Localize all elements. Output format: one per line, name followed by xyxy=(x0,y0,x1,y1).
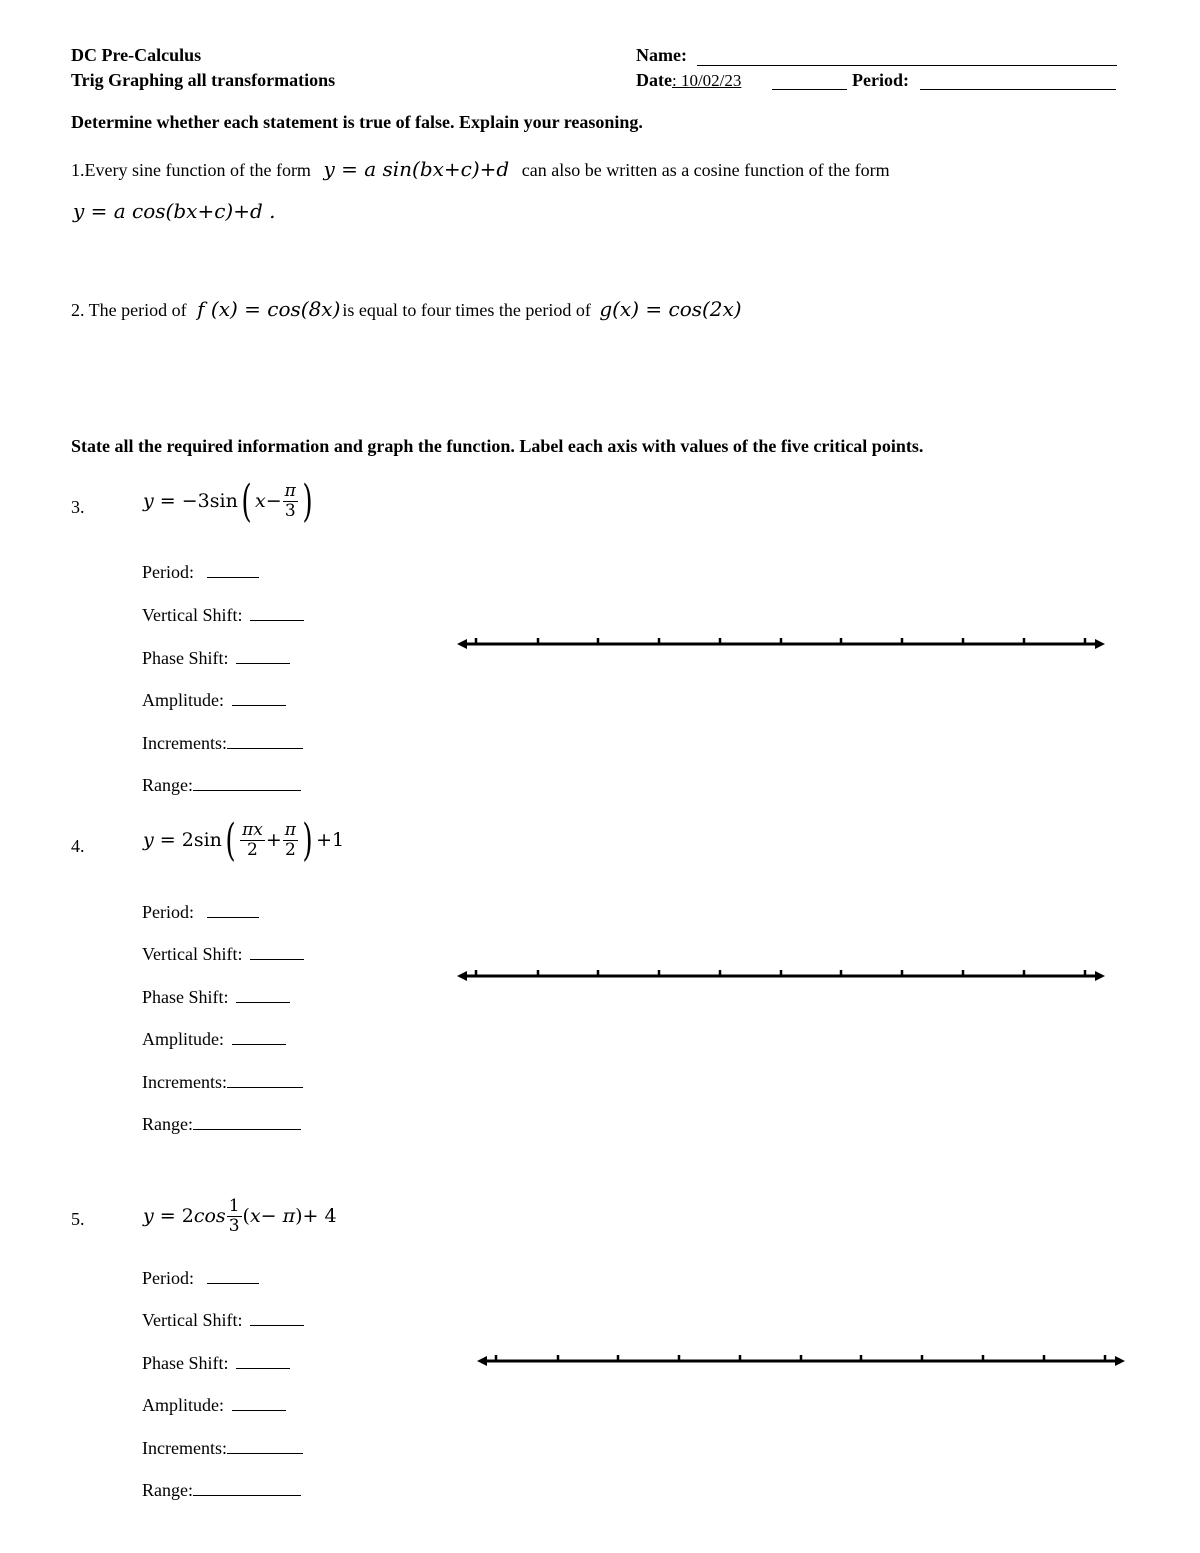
p3-increments xyxy=(142,732,303,754)
problem-4-number: 4. xyxy=(71,836,85,856)
p4-amp-label: Amplitude: xyxy=(142,1029,224,1049)
q2-math-a: f (x) = cos(8x) xyxy=(197,297,341,321)
p3-period-blank[interactable] xyxy=(207,561,259,578)
p5-phase-shift xyxy=(142,1352,290,1374)
p4-period-label: Period: xyxy=(142,902,194,922)
question-2 xyxy=(71,297,742,321)
q1-text-a: 1.Every sine function of the form xyxy=(71,160,311,180)
worksheet-title: Trig Graphing all transformations xyxy=(71,70,336,90)
period-field[interactable] xyxy=(920,73,1116,90)
p4-vertical-shift xyxy=(142,943,304,965)
p4-amplitude xyxy=(142,1028,286,1050)
p4-pshift-label: Phase Shift: xyxy=(142,987,229,1007)
p4-vshift-blank[interactable] xyxy=(250,943,304,960)
p3-vshift-blank[interactable] xyxy=(250,604,304,621)
p5-pshift-label: Phase Shift: xyxy=(142,1353,229,1373)
p3-phase-shift xyxy=(142,647,290,669)
problem-5-equation-text: y = 2cos $\frac{1}{3}$ (x− π)+ 4 xyxy=(143,1196,337,1236)
date-field-underline[interactable] xyxy=(772,73,847,90)
p4-pshift-blank[interactable] xyxy=(236,986,290,1003)
problem-3-equation-text: y = −3sin( x− $\frac{\pi}{3}$ ) xyxy=(143,476,313,527)
p3-inc-blank[interactable] xyxy=(227,732,303,749)
section1-instructions: Determine whether each statement is true of false. Explain your reasoning. xyxy=(71,112,643,132)
p5-range-blank[interactable] xyxy=(193,1479,301,1496)
p4-number-line[interactable] xyxy=(455,962,1115,992)
p5-period-blank[interactable] xyxy=(207,1267,259,1284)
q2-text-b: is equal to four times the period of xyxy=(342,300,591,320)
p3-pshift-blank[interactable] xyxy=(236,647,290,664)
name-label-text: Name: xyxy=(636,45,687,65)
p4-range xyxy=(142,1113,301,1135)
p5-pshift-blank[interactable] xyxy=(236,1352,290,1369)
p4-phase-shift xyxy=(142,986,290,1008)
q1-math-a: y = a sin(bx+c)+d xyxy=(323,157,510,181)
p3-number-line[interactable] xyxy=(455,630,1115,660)
section2-instructions: State all the required information and graph the function. Label each axis with values of the five critical points. xyxy=(71,436,924,456)
q2-math-b: g(x) = cos(2x) xyxy=(599,297,742,321)
p5-range-label: Range: xyxy=(142,1480,193,1500)
p4-range-blank[interactable] xyxy=(193,1113,301,1130)
p5-period-label: Period: xyxy=(142,1268,194,1288)
p3-vertical-shift xyxy=(142,604,304,626)
p3-range xyxy=(142,774,301,796)
p4-period-blank[interactable] xyxy=(207,901,259,918)
p4-period xyxy=(142,901,259,923)
p4-inc-label: Increments: xyxy=(142,1072,227,1092)
date-value: : 10/02/23 xyxy=(671,71,742,90)
question-1-line-1 xyxy=(71,157,890,181)
date-label-text: Date xyxy=(636,70,672,90)
p3-period xyxy=(142,561,259,583)
p4-range-label: Range: xyxy=(142,1114,193,1134)
problem-3-number: 3. xyxy=(71,497,85,517)
q1-text-b: can also be written as a cosine function of the form xyxy=(521,160,890,180)
p3-period-label: Period: xyxy=(142,562,194,582)
p5-amp-label: Amplitude: xyxy=(142,1395,224,1415)
p3-inc-label: Increments: xyxy=(142,733,227,753)
p4-amp-blank[interactable] xyxy=(232,1028,286,1045)
p5-vshift-label: Vertical Shift: xyxy=(142,1310,243,1330)
date-label xyxy=(636,70,741,91)
p5-number-line[interactable] xyxy=(475,1347,1135,1377)
p5-period xyxy=(142,1267,259,1289)
p3-range-blank[interactable] xyxy=(193,774,301,791)
p4-vshift-label: Vertical Shift: xyxy=(142,944,243,964)
problem-4-equation xyxy=(143,815,344,866)
problem-5-equation xyxy=(143,1197,337,1236)
problem-5-number: 5. xyxy=(71,1209,85,1229)
name-label xyxy=(636,45,687,66)
q2-text-a: 2. The period of xyxy=(71,300,187,320)
p4-inc-blank[interactable] xyxy=(227,1071,303,1088)
p3-vshift-label: Vertical Shift: xyxy=(142,605,243,625)
p4-increments xyxy=(142,1071,303,1093)
p5-amp-blank[interactable] xyxy=(232,1394,286,1411)
p5-vertical-shift xyxy=(142,1309,304,1331)
p5-inc-label: Increments: xyxy=(142,1438,227,1458)
p3-pshift-label: Phase Shift: xyxy=(142,648,229,668)
q1-math-b: y = a cos(bx+c)+d . xyxy=(73,199,276,223)
p3-amp-label: Amplitude: xyxy=(142,690,224,710)
p5-range xyxy=(142,1479,301,1501)
p5-amplitude xyxy=(142,1394,286,1416)
period-label: Period: xyxy=(852,70,909,90)
course-title: DC Pre-Calculus xyxy=(71,45,202,65)
p3-amplitude xyxy=(142,689,286,711)
name-field[interactable] xyxy=(697,48,1117,66)
p3-amp-blank[interactable] xyxy=(232,689,286,706)
p5-increments xyxy=(142,1437,303,1459)
p3-range-label: Range: xyxy=(142,775,193,795)
p5-vshift-blank[interactable] xyxy=(250,1309,304,1326)
problem-4-equation-text: y = 2sin( $\frac{\pi x}{2}$ + $\frac{\pi}{2}$ ) +1 xyxy=(143,815,345,866)
problem-3-equation xyxy=(143,476,316,527)
p5-inc-blank[interactable] xyxy=(227,1437,303,1454)
